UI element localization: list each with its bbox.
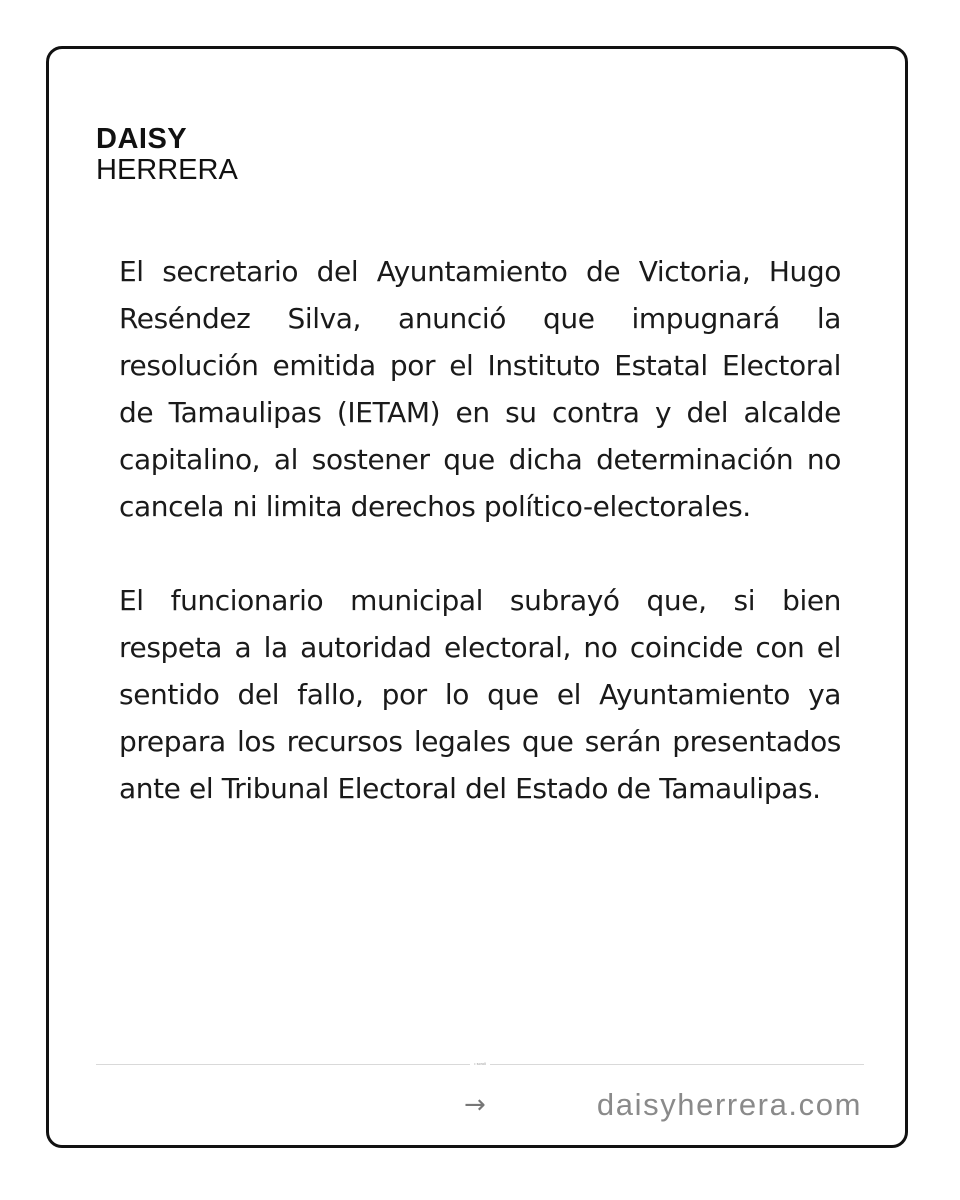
brand-logo (96, 124, 238, 186)
brand-first-name: DAISY (96, 123, 188, 155)
website-link[interactable]: daisyherrera.com (596, 1087, 862, 1122)
article-paragraph-1: El secretario del Ayuntamiento de Victoria, Hugo Reséndez Silva, anunció que impugnará la resolución emitida por el Instituto Estatal Electoral de Tamaulipas (IETAM) en su contra y del alcalde capitalino, al sostener que dicha determinación no cancela ni limita derechos político-electorales. (119, 255, 841, 523)
arrow-right-icon[interactable]: → (464, 1090, 486, 1120)
divider-mark: • scroll (470, 1060, 490, 1068)
brand-last-name: HERRERA (96, 154, 238, 186)
article-paragraph-2: El funcionario municipal subrayó que, si bien respeta a la autoridad electoral, no coincide con el sentido del fallo, por lo que el Ayuntamiento ya prepara los recursos legales que serán presentados ante el Tribunal Electoral del Estado de Tamaulipas. (119, 584, 841, 805)
article-body (119, 248, 841, 859)
